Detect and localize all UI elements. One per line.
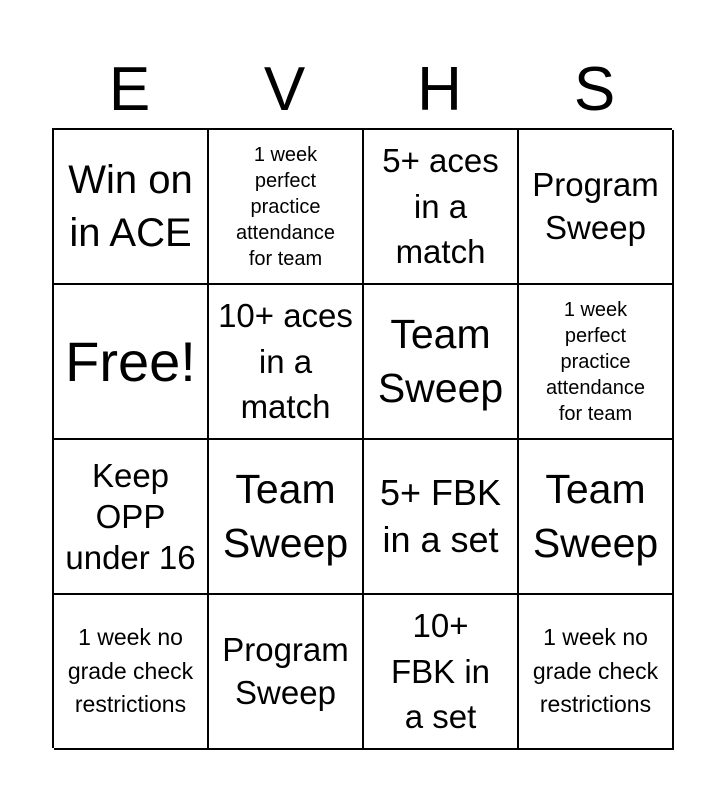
bingo-cell-r3c2[interactable]	[209, 440, 364, 595]
cell-label: 1 week no grade check restrictions	[67, 624, 194, 718]
header-letter-4: S	[573, 55, 616, 124]
cell-label: 5+ FBK in a set	[379, 471, 502, 560]
cell-label: Win on in ACE	[68, 157, 193, 255]
bingo-cell-r1c3[interactable]	[364, 130, 519, 285]
bingo-cell-r2c2[interactable]	[209, 285, 364, 440]
bingo-cell-r3c3[interactable]	[364, 440, 519, 595]
cell-label: Program Sweep	[222, 630, 349, 711]
bingo-cell-r4c4[interactable]	[519, 595, 674, 750]
bingo-header	[52, 52, 672, 128]
bingo-board	[52, 128, 672, 748]
bingo-cell-r1c4[interactable]	[519, 130, 674, 285]
bingo-cell-r3c1[interactable]	[54, 440, 209, 595]
free-space-label: Free!	[65, 329, 196, 393]
cell-label: 10+ FBK in a set	[390, 607, 491, 736]
cell-label: 5+ aces in a match	[382, 142, 499, 271]
cell-label: Program Sweep	[532, 165, 659, 246]
cell-label: Keep OPP under 16	[65, 456, 196, 577]
bingo-cell-r3c4[interactable]	[519, 440, 674, 595]
bingo-cell-r4c1[interactable]	[54, 595, 209, 750]
bingo-cell-r1c2[interactable]	[209, 130, 364, 285]
bingo-cell-r2c3[interactable]	[364, 285, 519, 440]
cell-label: 1 week perfect practice attendance for team	[236, 143, 335, 270]
cell-label: Team Sweep	[377, 311, 504, 411]
cell-label: Team Sweep	[222, 466, 349, 566]
cell-label: 10+ aces in a match	[218, 297, 353, 426]
header-letter-1: E	[108, 55, 151, 124]
bingo-cell-r4c3[interactable]	[364, 595, 519, 750]
bingo-cell-r1c1[interactable]	[54, 130, 209, 285]
header-letter-2: V	[263, 55, 306, 124]
cell-label: 1 week perfect practice attendance for team	[546, 298, 645, 425]
cell-label: 1 week no grade check restrictions	[532, 624, 659, 718]
bingo-cell-r4c2[interactable]	[209, 595, 364, 750]
cell-label: Team Sweep	[532, 466, 659, 566]
bingo-cell-r2c1[interactable]	[54, 285, 209, 440]
bingo-cell-r2c4[interactable]	[519, 285, 674, 440]
header-letter-3: H	[417, 55, 462, 124]
